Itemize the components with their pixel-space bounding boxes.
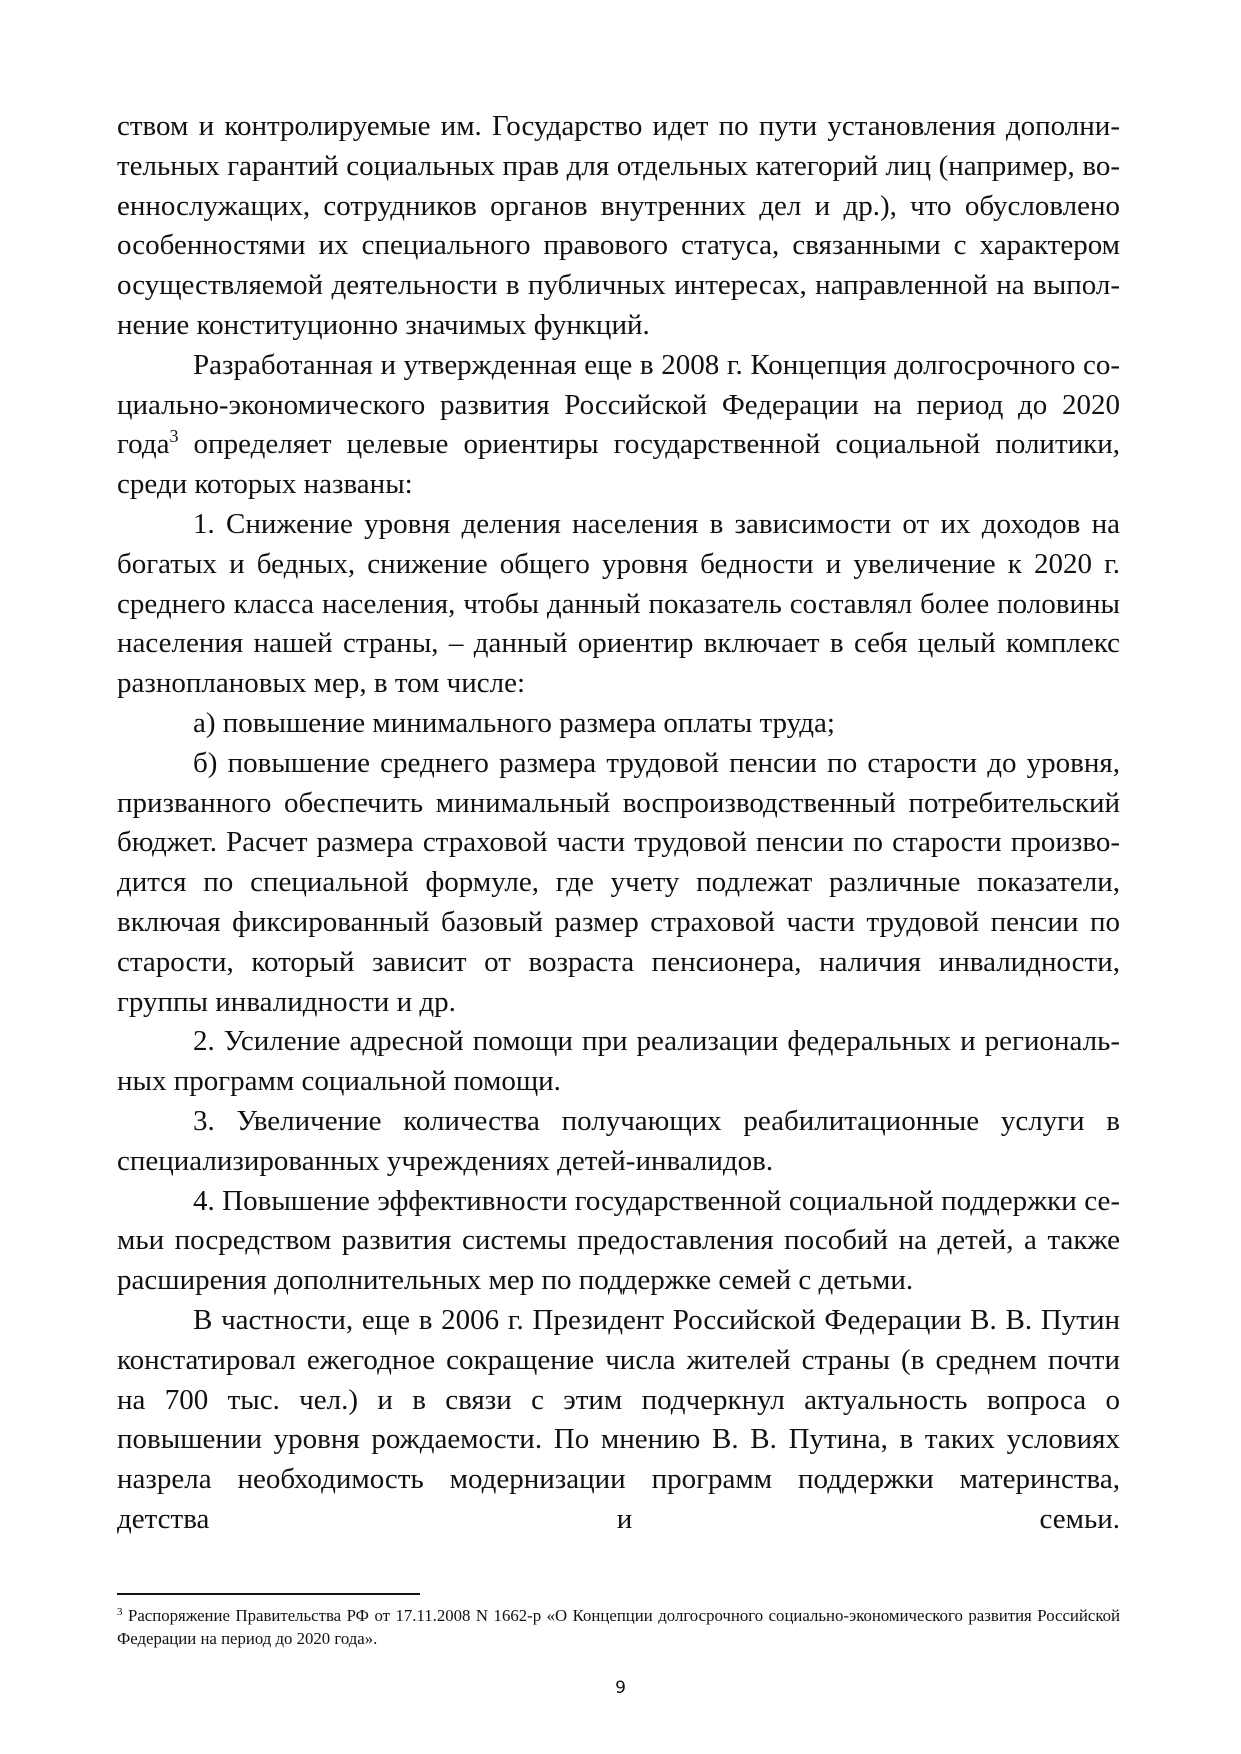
paragraph-concept-2020 xyxy=(117,346,1120,505)
body-text xyxy=(117,107,1120,1540)
paragraph-putin-2006: В частности, еще в 2006 г. Президент Российской Федерации В. В. Путин констатировал ежегодное сокращение числа жителей страны (в среднем почти на 700 тыс. чел.) и в связи с этим подчеркнул актуальность вопроса о повышении уровня рождаемости. По мнению В. В. Путина, в таких условиях назрела необходимость модернизации программ поддержки материнства, детства и семьи. xyxy=(117,1303,1120,1535)
page-number: 9 xyxy=(615,1678,626,1698)
list-subitem-a: а) повышение минимального размера оплаты труда; xyxy=(193,706,835,739)
list-subitem-b: б) повышение среднего размера трудовой пенсии по старости до уровня, призванного обеспечить минимальный воспроизводственный потребительский бюджет. Расчет размера страховой части трудовой пенсии по старости производится по специальной формуле, где учету подлежат различные показатели, включая фиксированный базовый размер страховой части трудовой пенсии по старости, который зависит от возраста пенсионера, наличия инвалидности, группы инвалидности и др. xyxy=(117,746,1120,1018)
footnote-text: Распоряжение Правительства РФ от 17.11.2008 N 1662-р «О Концепции долгосрочного социально-экономического развития Российской Федерации на период до 2020 года». xyxy=(117,1606,1120,1648)
list-item-3: 3. Увеличение количества получающих реабилитационные услуги в специализированных учреждениях детей-инвалидов. xyxy=(117,1104,1120,1177)
footnote-marker: 3 xyxy=(117,1606,123,1618)
paragraph-text-before-ref: Разработанная и утвержденная еще в 2008 г. Концепция долгосрочного социально-экономического развития Российской Федерации на период до 2020 года xyxy=(117,348,1120,461)
footnote-reference[interactable]: 3 xyxy=(169,426,179,447)
footnote-separator xyxy=(117,1593,420,1595)
list-item-2: 2. Усиление адресной помощи при реализации федеральных и региональных программ социальной помощи. xyxy=(117,1025,1120,1098)
list-item-1: 1. Снижение уровня деления населения в зависимости от их доходов на богатых и бедных, снижение общего уровня бедности и увеличение к 2020 г. среднего класса населения, чтобы данный показатель составлял более половины населения нашей страны, – данный ориентир включает в себя целый комплекс разноплановых мер, в том числе: xyxy=(117,507,1120,700)
paragraph-text-after-ref: определяет целевые ориентиры государственной социальной политики, среди которых названы: xyxy=(117,428,1120,501)
paragraph-continuation: ством и контролируемые им. Государство идет по пути установления дополнительных гарантий социальных прав для отдельных категорий лиц (например, военнослужащих, сотрудников органов внутренних дел и др.), что обусловлено особенностями их специального правового статуса, связанными с характером осуществляемой деятельности в публичных интересах, направленной на выполнение конституционно значимых функций. xyxy=(117,110,1120,341)
footnote xyxy=(117,1604,1120,1650)
list-item-4: 4. Повышение эффективности государственной социальной поддержки семьи посредством развития системы предоставления пособий на детей, а также расширения дополнительных мер по поддержке семей с детьми. xyxy=(117,1184,1120,1297)
